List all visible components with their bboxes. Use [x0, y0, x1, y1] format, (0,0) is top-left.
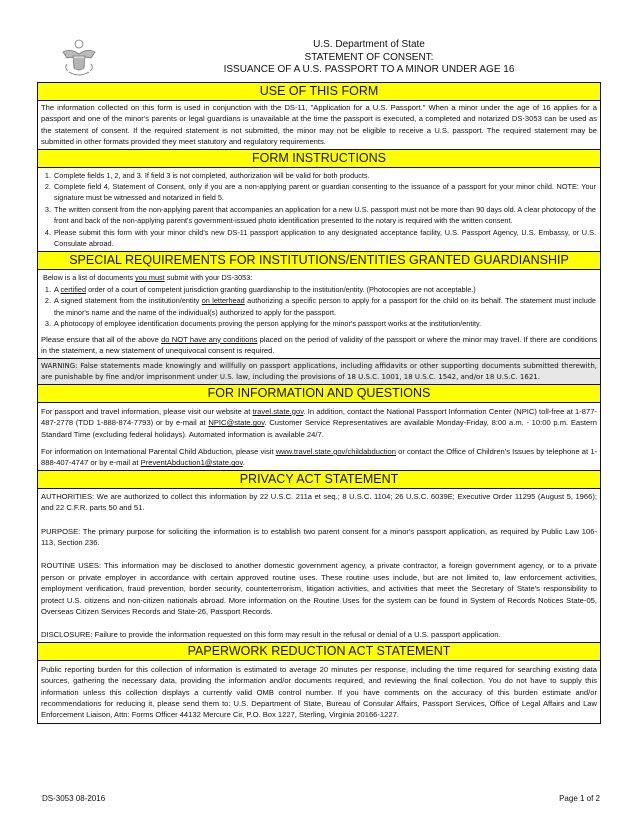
travel-website-link[interactable]: travel.state.gov	[252, 406, 304, 416]
special-requirements-list	[38, 270, 600, 331]
form-page	[37, 38, 601, 724]
list-item: 1. Complete fields 1, 2, and 3. If field 3 is not completed, authorization will be valid for both products.	[44, 170, 370, 180]
page-footer	[42, 794, 600, 803]
privacy-purpose: PURPOSE: The primary purpose for soliciting the information is to establish two parent consent for a minor's passport application, as required by Public Law 106-113, Section 236.	[41, 526, 597, 547]
use-section-title: USE OF THIS FORM	[38, 82, 600, 101]
form-number: DS-3053 08-2016	[42, 794, 106, 803]
list-item: 3. A photocopy of employee identification documents proving the person applying for the minor's passport works at the institution/entity.	[44, 319, 482, 329]
list-item: 3. The written consent from the non-applying parent that accompanies an application for a new U.S. passport must not be more than 90 days old. A clear photocopy of the front and back of the non-applying parent's government-issued photo identification presented to the notary is required with the written consent.	[44, 204, 596, 226]
paperwork-section-title: PAPERWORK REDUCTION ACT STATEMENT	[38, 642, 600, 661]
privacy-section-title: PRIVACY ACT STATEMENT	[38, 470, 600, 489]
warning-box: WARNING: False statements made knowingly and willfully on passport applications, including affidavits or other supporting documents submitted therewith, are punishable by fine and/or imprisonment under U.S. law, including the provisions of 18 U.S.C. 1001, 18 U.S.C. 1542, and/or 18 U.S.C. 1621.	[38, 358, 600, 383]
list-item: 4. Please submit this form with your minor child's new DS-11 passport application to any designated acceptance facility, U.S. Passport Agency, U.S. Embassy, or U.S. Consulate abroad.	[44, 227, 596, 249]
info-paragraph-2: For information on International Parental Child Abduction, please visit www.travel.state.gov/childabduction or contact the Office of Children's Issues by telephone at 1-888-407-4747 or by e-mail at PreventAbduction1@state.gov.	[41, 446, 597, 468]
npic-email-link[interactable]: NPIC@state.gov	[208, 418, 265, 428]
statement-subtitle: ISSUANCE OF A U.S. PASSPORT TO A MINOR UNDER AGE 16	[223, 64, 515, 75]
statement-title: STATEMENT OF CONSENT:	[304, 51, 434, 63]
privacy-routine-uses: ROUTINE USES: This information may be disclosed to another domestic government agency, a private contractor, a foreign government agency, or to a private person or private employer in accordance with certain approved routine uses. These routine uses include, but are not limited to, law enforcement activities, employment verification, fraud prevention, border security, counterterrorism, litigation activities, and activities that meet the Secretary of State's responsibility to protect U.S. citizens and non-citizen nationals abroad. More information on the Routine Uses for the system can be found in System of Records Notices State-05, Overseas Citizen Services Records and State-26, Passport Records.	[41, 561, 597, 616]
form-title	[37, 39, 601, 77]
privacy-disclosure: DISCLOSURE: Failure to provide the information requested on this form may result in the refusal or denial of a U.S. passport application.	[41, 630, 501, 640]
page-number: Page 1 of 2	[559, 794, 600, 803]
paperwork-text: Public reporting burden for this collection of information is estimated to average 20 minutes per response, including the time required for searching existing data sources, gathering the necessary data, providing the information and/or documents required, and reviewing the final collection. You do not have to supply this information unless this collection displays a currently valid OMB control number. If you have comments on the accuracy of this burden estimate and/or recommendations for reducing it, please send them to: U.S. Department of State, Bureau of Consular Affairs, Passport Services, Office of Legal Affairs and Law Enforcement Liaison, Attn: Forms Officer 44132 Mercure Cir, P.O. Box 1227, Sterling, Virginia 20166-1227.	[41, 664, 597, 720]
list-item: 2. Complete field 4, Statement of Consent, only if you are a non-applying parent or guardian consenting to the issuance of a passport for your minor child. NOTE: Your signature must be witnessed and notarized in field 5.	[44, 182, 596, 203]
list-item: 2. A signed statement from the institution/entity on letterhead authorizing a specific person to apply for a passport for the child on its behalf. The statement must include the minor's name and the name of the individual(s) authorized to apply for the passport.	[44, 296, 596, 317]
conditions-note: Please ensure that all of the above do NOT have any conditions placed on the period of validity of the passport or where the minor may travel. If there are conditions in the statement, a new statement of unequivocal consent is required.	[41, 334, 597, 355]
department-name: U.S. Department of State	[313, 39, 425, 50]
info-section-title: FOR INFORMATION AND QUESTIONS	[38, 384, 600, 403]
child-abduction-link[interactable]: www.travel.state.gov/childabduction	[275, 446, 397, 456]
use-section-text: The information collected on this form is used in conjunction with the DS-11, "Application for a U.S. Passport." When a minor under the age of 16 applies for a passport and one of the minor's parents or legal guardians is unavailable at the time the passport is executed, a completed and notarized DS-3053 can be used as the statement of consent. If the required statement is not submitted, the minor may not be eligible to receive a U.S. passport. The required statement may be submitted in other formats provided they meet statutory and regulatory requirements.	[41, 103, 597, 147]
info-paragraph-1: For passport and travel information, please visit our website at travel.state.gov. In addition, contact the National Passport Information Center (NPIC) toll-free at 1-877-487-2778 (TDD 1-888-874-7793) or by e-mail at NPIC@state.gov. Customer Service Representatives are available Monday-Friday, 8:00 a.m. - 10:00 p.m. Eastern Standard Time (excluding federal holidays). Automated information is available 24/7.	[41, 406, 597, 439]
list-item: 1. A certified order of a court of competent jurisdiction granting guardianship to the institution/entity. (Photocopies are not acceptable.)	[44, 284, 476, 294]
form-frame	[37, 82, 601, 724]
special-section-title: SPECIAL REQUIREMENTS FOR INSTITUTIONS/ENTITIES GRANTED GUARDIANSHIP	[38, 251, 600, 270]
instructions-section-title: FORM INSTRUCTIONS	[38, 149, 600, 168]
privacy-authorities: AUTHORITIES: We are authorized to collect this information by 22 U.S.C. 211a et seq.; 8 U.S.C. 1104; 26 U.S.C. 6039E; Executive Order 11295 (August 5, 1966); and 22 C.F.R. parts 50 and 51.	[41, 491, 597, 513]
special-intro: Below is a list of documents you must submit with your DS-3053:	[43, 273, 253, 283]
form-header	[37, 38, 601, 82]
instructions-list	[38, 168, 600, 252]
prevent-abduction-email-link[interactable]: PreventAbduction1@state.gov	[140, 458, 243, 468]
